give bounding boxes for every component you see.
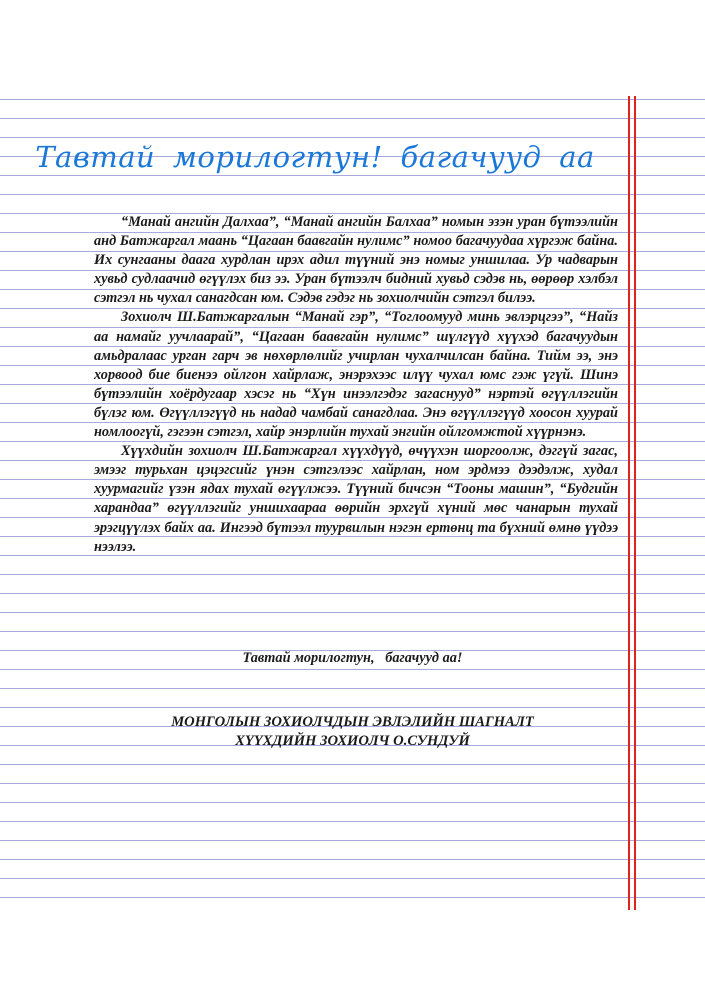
page-top-margin: [0, 0, 705, 81]
signature-line-2: ХҮҮХДИЙН ЗОХИОЛЧ О.СУНДУЙ: [235, 733, 470, 749]
page-bottom-margin: [0, 906, 705, 1000]
red-margin-line-left: [628, 96, 630, 910]
signature-line-1: МОНГОЛЫН ЗОХИОЛЧДЫН ЭВЛЭЛИЙН ШАГНАЛТ: [171, 714, 534, 730]
paragraph-1: “Манай ангийн Далхаа”, “Манай ангийн Балхаа” номын эзэн уран бүтээлийн анд Батжаргал маань “Цагаан баавгайн нулимс” номоо багачуудаа хүргэж байна. Их сунгааны даага хурдлан ирэх адил түүний энэ номыг уншилаа. Ур чадварын хувьд судлаачид өгүүлэх биз ээ. Уран бүтээлч бидний хувьд сэдэв нь, өөрөөр хэлбэл сэтгэл нь чухал санагдсан юм. Сэдэв гэдэг нь зохиолчийн сэтгэл билээ.: [94, 214, 618, 307]
paragraph-2: Зохиолч Ш.Батжаргалын “Манай гэр”, “Тоглоомууд минь эвлэрцгээ”, “Найз аа намайг уучлаарай”, “Цагаан баавгайн нулимс” шүлгүүд хүүхэд багачуудын амьдралаас урган гарч эв нөхөрлөлийг учирлан чухалчилсан байна. Тийм ээ, энэ хорвоод бие биенээ ойлгон хайрлаж, энэрэхээс илүү чухал юмс гэж үгүй. Шинэ бүтээлийн хоёрдугаар хэсэг нь “Хүн инээлгэдэг загаснууд” нэртэй өгүүллэгийн бүлэг юм. Өгүүллэгүүд нь надад чамбай санагдлаа. Энэ өгүүллэгүүд хоосон хуурай номлоогүй, гэгээн сэтгэл, хайр энэрлийн тухай энгийн ойлгомжтой хүүрнэнэ.: [94, 309, 618, 441]
author-signature: [0, 713, 705, 751]
red-margin-line-right: [634, 96, 636, 910]
page-title: Тавтай морилогтун! багачууд аа: [35, 140, 595, 174]
closing-line: Тавтай морилогтун, багачууд аа!: [242, 650, 463, 666]
article-body: [94, 213, 618, 557]
paragraph-3: Хүүхдийн зохиолч Ш.Батжаргал хүүхдүүд, өчүүхэн шоргоолж, дэггүй загас, эмээг турьхан цэцэгсийг үнэн сэтгэлээс хайрлан, ном эрдмээ дээдэлж, худал хуурмагийг үзэн ядах тухай өгүүлжээ. Түүний бичсэн “Тооны машин”, “Будгийн харандаа” өгүүллэгийг уншихаараа өөрийн эрхгүй хүний мөс чанарын тухай эрэгцүүлэх байх аа. Ингээд бүтээл туурвилын нэгэн ертөнц та бүхний өмнө үүдээ нээлээ.: [94, 443, 618, 555]
